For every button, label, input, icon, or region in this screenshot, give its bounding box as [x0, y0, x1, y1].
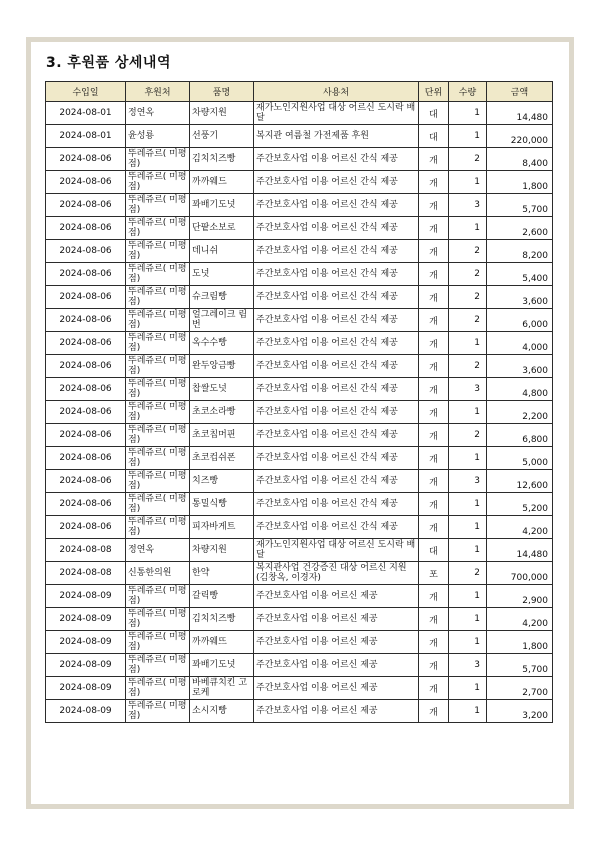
table-row: [46, 125, 553, 148]
quantity-cell: 1: [449, 539, 487, 562]
donor-cell: 윤성룡: [126, 125, 190, 148]
section-title: 3. 후원품 상세내역: [46, 55, 171, 71]
date-cell: 2024-08-06: [46, 355, 126, 378]
item-cell: 소시지빵: [190, 700, 254, 723]
unit-cell: 개: [419, 447, 449, 470]
date-cell: 2024-08-08: [46, 562, 126, 585]
table-row: [46, 700, 553, 723]
item-cell: 초코칩머핀: [190, 424, 254, 447]
quantity-cell: 3: [449, 378, 487, 401]
item-cell: 초코컵쉬폰: [190, 447, 254, 470]
date-cell: 2024-08-06: [46, 217, 126, 240]
quantity-cell: 1: [449, 631, 487, 654]
table-row: [46, 562, 553, 585]
usage-cell: 재가노인지원사업 대상 어르신 도시락 배달: [254, 539, 419, 562]
date-cell: 2024-08-06: [46, 240, 126, 263]
usage-cell: 주간보호사업 이용 어르신 간식 제공: [254, 171, 419, 194]
quantity-cell: 1: [449, 516, 487, 539]
unit-cell: 대: [419, 102, 449, 125]
quantity-cell: 1: [449, 608, 487, 631]
usage-cell: 재가노인지원사업 대상 어르신 도시락 배달: [254, 102, 419, 125]
quantity-cell: 1: [449, 700, 487, 723]
date-cell: 2024-08-06: [46, 309, 126, 332]
amount-cell: 1,800: [487, 631, 553, 654]
date-cell: 2024-08-06: [46, 401, 126, 424]
usage-cell: 주간보호사업 이용 어르신 간식 제공: [254, 355, 419, 378]
donor-cell: 뚜레쥬르( 미평점): [126, 447, 190, 470]
quantity-cell: 3: [449, 470, 487, 493]
amount-cell: 12,600: [487, 470, 553, 493]
usage-cell: 주간보호사업 이용 어르신 간식 제공: [254, 401, 419, 424]
quantity-cell: 1: [449, 677, 487, 700]
usage-cell: 주간보호사업 이용 어르신 제공: [254, 654, 419, 677]
table-row: [46, 148, 553, 171]
table-row: [46, 654, 553, 677]
unit-cell: 개: [419, 493, 449, 516]
unit-cell: 개: [419, 608, 449, 631]
date-cell: 2024-08-06: [46, 332, 126, 355]
unit-cell: 대: [419, 539, 449, 562]
donor-cell: 뚜레쥬르( 미평점): [126, 654, 190, 677]
unit-cell: 개: [419, 654, 449, 677]
donor-cell: 뚜레쥬르( 미평점): [126, 263, 190, 286]
donor-cell: 뚜레쥬르( 미평점): [126, 470, 190, 493]
unit-cell: 대: [419, 125, 449, 148]
table-row: [46, 309, 553, 332]
donor-cell: 정연옥: [126, 539, 190, 562]
donor-cell: 뚜레쥬르( 미평점): [126, 148, 190, 171]
amount-cell: 5,200: [487, 493, 553, 516]
table-row: [46, 401, 553, 424]
amount-cell: 8,200: [487, 240, 553, 263]
usage-cell: 주간보호사업 이용 어르신 간식 제공: [254, 447, 419, 470]
unit-cell: 개: [419, 677, 449, 700]
date-cell: 2024-08-01: [46, 125, 126, 148]
unit-cell: 개: [419, 194, 449, 217]
unit-cell: 개: [419, 309, 449, 332]
table-row: [46, 470, 553, 493]
item-cell: 선풍기: [190, 125, 254, 148]
donor-cell: 뚜레쥬르( 미평점): [126, 194, 190, 217]
date-cell: 2024-08-09: [46, 585, 126, 608]
amount-cell: 8,400: [487, 148, 553, 171]
usage-cell: 주간보호사업 이용 어르신 간식 제공: [254, 309, 419, 332]
quantity-cell: 2: [449, 309, 487, 332]
date-cell: 2024-08-06: [46, 447, 126, 470]
item-cell: 완두앙금빵: [190, 355, 254, 378]
table-row: [46, 263, 553, 286]
table-row: [46, 286, 553, 309]
table-row: [46, 631, 553, 654]
usage-cell: 주간보호사업 이용 어르신 간식 제공: [254, 148, 419, 171]
usage-cell: 주간보호사업 이용 어르신 간식 제공: [254, 240, 419, 263]
table-row: [46, 608, 553, 631]
quantity-cell: 1: [449, 217, 487, 240]
amount-cell: 5,000: [487, 447, 553, 470]
item-cell: 데니쉬: [190, 240, 254, 263]
date-cell: 2024-08-09: [46, 677, 126, 700]
amount-cell: 5,400: [487, 263, 553, 286]
date-cell: 2024-08-08: [46, 539, 126, 562]
amount-cell: 2,700: [487, 677, 553, 700]
date-cell: 2024-08-06: [46, 493, 126, 516]
date-cell: 2024-08-09: [46, 631, 126, 654]
quantity-cell: 1: [449, 493, 487, 516]
table-row: [46, 585, 553, 608]
donor-cell: 뚜레쥬르( 미평점): [126, 355, 190, 378]
header-cell: 단위: [419, 82, 449, 102]
date-cell: 2024-08-06: [46, 470, 126, 493]
date-cell: 2024-08-06: [46, 148, 126, 171]
table-row: [46, 332, 553, 355]
unit-cell: 개: [419, 700, 449, 723]
item-cell: 치즈빵: [190, 470, 254, 493]
usage-cell: 주간보호사업 이용 어르신 제공: [254, 608, 419, 631]
donor-cell: 뚜레쥬르( 미평점): [126, 171, 190, 194]
usage-cell: 주간보호사업 이용 어르신 간식 제공: [254, 424, 419, 447]
usage-cell: 주간보호사업 이용 어르신 제공: [254, 700, 419, 723]
donor-cell: 뚜레쥬르( 미평점): [126, 585, 190, 608]
amount-cell: 700,000: [487, 562, 553, 585]
quantity-cell: 1: [449, 102, 487, 125]
usage-cell: 주간보호사업 이용 어르신 제공: [254, 631, 419, 654]
donor-cell: 뚜레쥬르( 미평점): [126, 631, 190, 654]
item-cell: 초코소라빵: [190, 401, 254, 424]
quantity-cell: 1: [449, 447, 487, 470]
table-row: [46, 516, 553, 539]
amount-cell: 5,700: [487, 654, 553, 677]
usage-cell: 주간보호사업 이용 어르신 간식 제공: [254, 493, 419, 516]
item-cell: 꽈배기도넛: [190, 654, 254, 677]
amount-cell: 6,000: [487, 309, 553, 332]
date-cell: 2024-08-06: [46, 286, 126, 309]
unit-cell: 개: [419, 470, 449, 493]
unit-cell: 개: [419, 401, 449, 424]
amount-cell: 3,600: [487, 286, 553, 309]
usage-cell: 주간보호사업 이용 어르신 간식 제공: [254, 470, 419, 493]
date-cell: 2024-08-06: [46, 424, 126, 447]
quantity-cell: 1: [449, 585, 487, 608]
header-cell: 사용처: [254, 82, 419, 102]
item-cell: 차량지원: [190, 539, 254, 562]
table-row: [46, 493, 553, 516]
header-cell: 수입일: [46, 82, 126, 102]
table-row: [46, 217, 553, 240]
item-cell: 꽈배기도넛: [190, 194, 254, 217]
table-row: [46, 102, 553, 125]
unit-cell: 개: [419, 424, 449, 447]
donor-cell: 뚜레쥬르( 미평점): [126, 401, 190, 424]
donor-cell: 뚜레쥬르( 미평점): [126, 424, 190, 447]
item-cell: 통밀식빵: [190, 493, 254, 516]
table-row: [46, 355, 553, 378]
usage-cell: 주간보호사업 이용 어르신 제공: [254, 585, 419, 608]
unit-cell: 개: [419, 171, 449, 194]
item-cell: 김치치즈빵: [190, 608, 254, 631]
item-cell: 얼그레이크 림번: [190, 309, 254, 332]
amount-cell: 3,600: [487, 355, 553, 378]
amount-cell: 14,480: [487, 102, 553, 125]
donor-cell: 뚜레쥬르( 미평점): [126, 516, 190, 539]
usage-cell: 주간보호사업 이용 어르신 간식 제공: [254, 516, 419, 539]
donor-cell: 뚜레쥬르( 미평점): [126, 240, 190, 263]
usage-cell: 주간보호사업 이용 어르신 제공: [254, 677, 419, 700]
donor-cell: 뚜레쥬르( 미평점): [126, 493, 190, 516]
unit-cell: 개: [419, 286, 449, 309]
table-header-row: [46, 82, 553, 102]
quantity-cell: 1: [449, 401, 487, 424]
table-row: [46, 424, 553, 447]
quantity-cell: 1: [449, 332, 487, 355]
date-cell: 2024-08-09: [46, 700, 126, 723]
amount-cell: 2,900: [487, 585, 553, 608]
donor-cell: 뚜레쥬르( 미평점): [126, 332, 190, 355]
table-row: [46, 677, 553, 700]
item-cell: 옥수수빵: [190, 332, 254, 355]
date-cell: 2024-08-06: [46, 194, 126, 217]
unit-cell: 개: [419, 240, 449, 263]
date-cell: 2024-08-06: [46, 516, 126, 539]
date-cell: 2024-08-01: [46, 102, 126, 125]
quantity-cell: 2: [449, 424, 487, 447]
table-row: [46, 378, 553, 401]
donor-cell: 뚜레쥬르( 미평점): [126, 677, 190, 700]
usage-cell: 복지관 여름철 가전제품 후원: [254, 125, 419, 148]
item-cell: 슈크림빵: [190, 286, 254, 309]
item-cell: 찹쌀도넛: [190, 378, 254, 401]
amount-cell: 2,200: [487, 401, 553, 424]
item-cell: 한약: [190, 562, 254, 585]
usage-cell: 주간보호사업 이용 어르신 간식 제공: [254, 378, 419, 401]
usage-cell: 주간보호사업 이용 어르신 간식 제공: [254, 217, 419, 240]
header-cell: 후원처: [126, 82, 190, 102]
item-cell: 김치치즈빵: [190, 148, 254, 171]
usage-cell: 주간보호사업 이용 어르신 간식 제공: [254, 332, 419, 355]
unit-cell: 개: [419, 516, 449, 539]
donor-cell: 뚜레쥬르( 미평점): [126, 700, 190, 723]
donor-cell: 정연옥: [126, 102, 190, 125]
donor-cell: 뚜레쥬르( 미평점): [126, 309, 190, 332]
item-cell: 까까웨뜨: [190, 631, 254, 654]
amount-cell: 4,800: [487, 378, 553, 401]
amount-cell: 4,000: [487, 332, 553, 355]
header-cell: 품명: [190, 82, 254, 102]
amount-cell: 5,700: [487, 194, 553, 217]
quantity-cell: 2: [449, 355, 487, 378]
unit-cell: 개: [419, 631, 449, 654]
amount-cell: 4,200: [487, 516, 553, 539]
item-cell: 차량지원: [190, 102, 254, 125]
donor-cell: 신통한의원: [126, 562, 190, 585]
quantity-cell: 2: [449, 562, 487, 585]
donor-cell: 뚜레쥬르( 미평점): [126, 378, 190, 401]
item-cell: 까까웨드: [190, 171, 254, 194]
amount-cell: 6,800: [487, 424, 553, 447]
quantity-cell: 1: [449, 171, 487, 194]
header-cell: 수량: [449, 82, 487, 102]
item-cell: 갈릭빵: [190, 585, 254, 608]
item-cell: 도넛: [190, 263, 254, 286]
usage-cell: 주간보호사업 이용 어르신 간식 제공: [254, 286, 419, 309]
header-cell: 금액: [487, 82, 553, 102]
date-cell: 2024-08-06: [46, 378, 126, 401]
amount-cell: 1,800: [487, 171, 553, 194]
amount-cell: 2,600: [487, 217, 553, 240]
donor-cell: 뚜레쥬르( 미평점): [126, 286, 190, 309]
unit-cell: 개: [419, 355, 449, 378]
unit-cell: 개: [419, 332, 449, 355]
unit-cell: 개: [419, 217, 449, 240]
date-cell: 2024-08-06: [46, 263, 126, 286]
unit-cell: 개: [419, 263, 449, 286]
quantity-cell: 2: [449, 148, 487, 171]
donor-cell: 뚜레쥬르( 미평점): [126, 608, 190, 631]
amount-cell: 220,000: [487, 125, 553, 148]
table-row: [46, 539, 553, 562]
date-cell: 2024-08-06: [46, 171, 126, 194]
unit-cell: 개: [419, 585, 449, 608]
table-body: [46, 102, 553, 723]
quantity-cell: 2: [449, 240, 487, 263]
item-cell: 바베큐치킨 고로케: [190, 677, 254, 700]
unit-cell: 개: [419, 148, 449, 171]
table-row: [46, 171, 553, 194]
quantity-cell: 3: [449, 194, 487, 217]
table-row: [46, 447, 553, 470]
item-cell: 피자바게트: [190, 516, 254, 539]
usage-cell: 주간보호사업 이용 어르신 간식 제공: [254, 263, 419, 286]
quantity-cell: 3: [449, 654, 487, 677]
quantity-cell: 1: [449, 125, 487, 148]
amount-cell: 3,200: [487, 700, 553, 723]
item-cell: 단팥소보로: [190, 217, 254, 240]
table-row: [46, 194, 553, 217]
usage-cell: 복지관사업 건강증진 대상 어르신 지원(김창옥, 이경자): [254, 562, 419, 585]
amount-cell: 4,200: [487, 608, 553, 631]
unit-cell: 포: [419, 562, 449, 585]
quantity-cell: 2: [449, 286, 487, 309]
table-row: [46, 240, 553, 263]
unit-cell: 개: [419, 378, 449, 401]
date-cell: 2024-08-09: [46, 654, 126, 677]
donation-detail-table: [45, 81, 553, 723]
usage-cell: 주간보호사업 이용 어르신 간식 제공: [254, 194, 419, 217]
amount-cell: 14,480: [487, 539, 553, 562]
quantity-cell: 2: [449, 263, 487, 286]
donor-cell: 뚜레쥬르( 미평점): [126, 217, 190, 240]
date-cell: 2024-08-09: [46, 608, 126, 631]
